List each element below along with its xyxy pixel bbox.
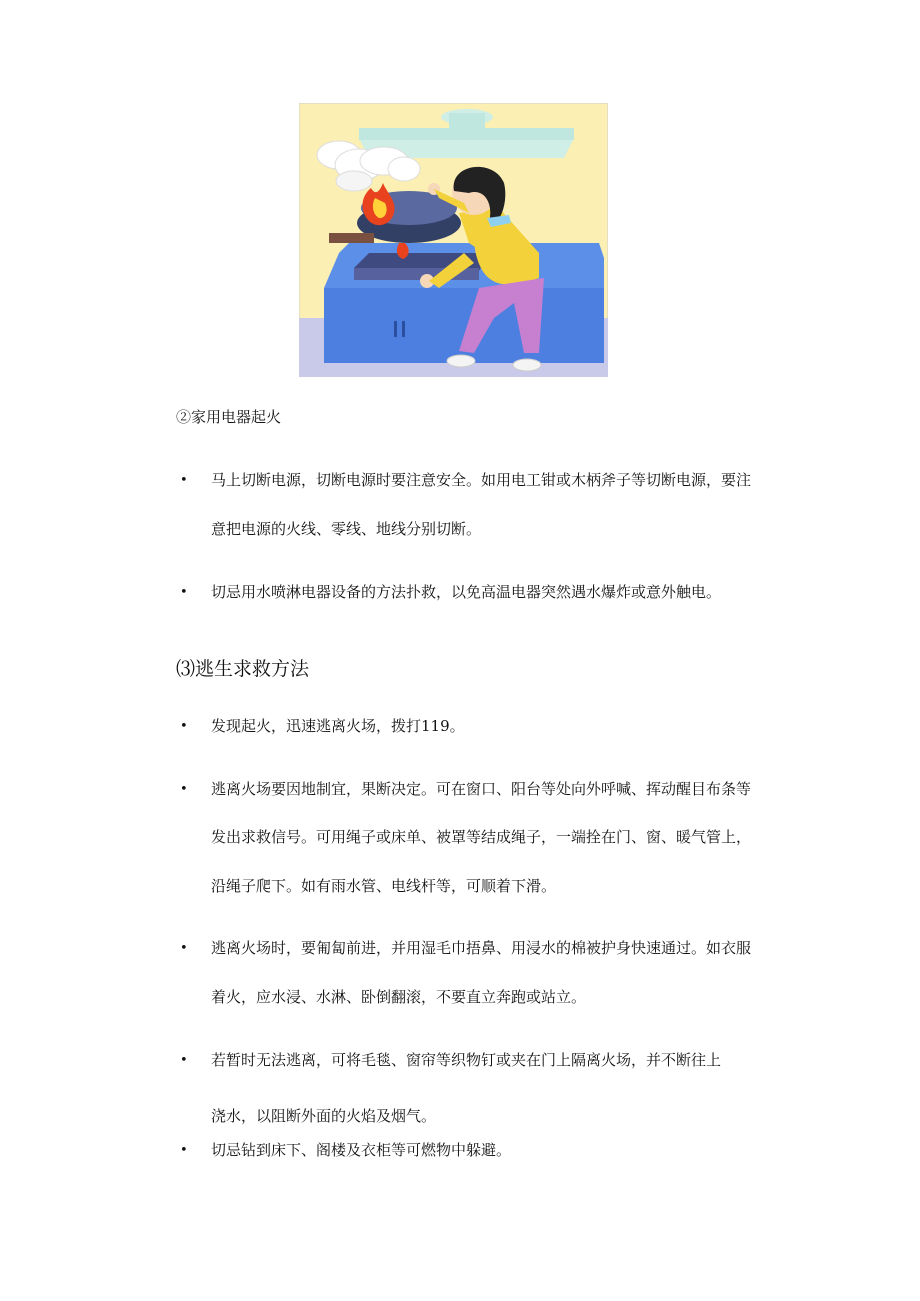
list-item-continuation: 着火，应水浸、水淋、卧倒翻滚，不要直立奔跑或站立。 <box>211 988 587 1006</box>
bullet-icon: • <box>180 941 188 956</box>
list-item: 逃离火场要因地制宜，果断决定。可在窗口、阳台等处向外呼喊、挥动醒目布条等 <box>211 780 752 798</box>
bullet-icon: • <box>180 1143 188 1158</box>
bullet-icon: • <box>180 1053 188 1068</box>
list-item: 若暂时无法逃离，可将毛毯、窗帘等织物钉或夹在门上隔离火场，并不断往上 <box>211 1051 722 1069</box>
section-heading-escape: ⑶逃生求救方法 <box>176 658 310 680</box>
list-item: 切忌钻到床下、阁楼及衣柜等可燃物中躲避。 <box>211 1141 512 1159</box>
list-item-continuation: 发出求救信号。可用绳子或床单、被罩等结成绳子，一端拴在门、窗、暖气管上， <box>211 828 752 846</box>
section-subtitle-appliance-fire: ②家用电器起火 <box>176 408 282 426</box>
bullet-icon: • <box>180 473 188 488</box>
bullet-icon: • <box>180 585 188 600</box>
kitchen-fire-illustration <box>299 103 608 377</box>
bullet-icon: • <box>180 782 188 797</box>
list-item-continuation: 浇水，以阻断外面的火焰及烟气。 <box>211 1107 437 1125</box>
list-item-continuation: 意把电源的火线、零线、地线分别切断。 <box>211 520 482 538</box>
list-item: 马上切断电源，切断电源时要注意安全。如用电工钳或木柄斧子等切断电源，要注 <box>211 471 752 489</box>
list-item-continuation: 沿绳子爬下。如有雨水管、电线杆等，可顺着下滑。 <box>211 877 557 895</box>
list-item: 发现起火，迅速逃离火场，拨打119。 <box>211 717 465 735</box>
list-item: 切忌用水喷淋电器设备的方法扑救，以免高温电器突然遇水爆炸或意外触电。 <box>211 583 722 601</box>
list-item: 逃离火场时，要匍匐前进，并用湿毛巾捂鼻、用浸水的棉被护身快速通过。如衣服 <box>211 939 752 957</box>
bullet-icon: • <box>180 719 188 734</box>
